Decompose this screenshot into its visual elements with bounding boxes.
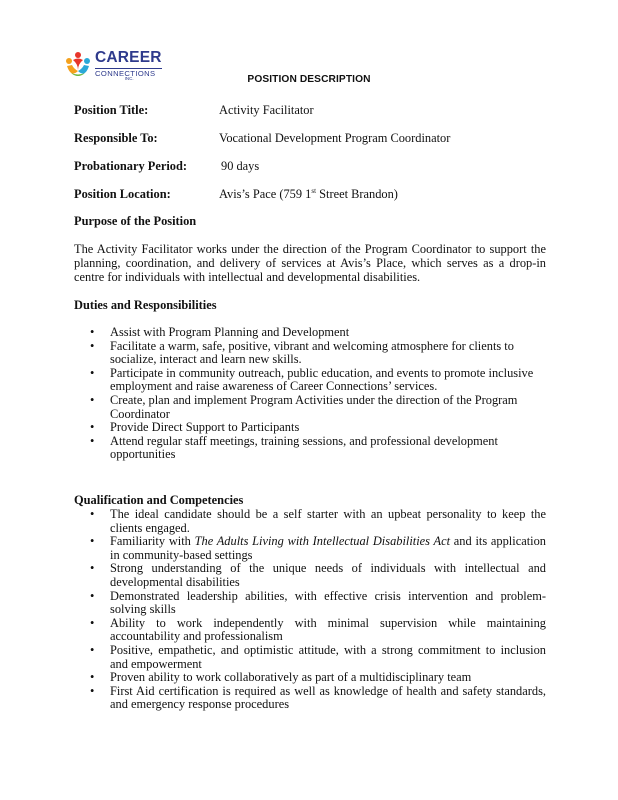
bullet-icon: • — [90, 433, 95, 448]
position-location-row — [74, 187, 398, 202]
bullet-icon: • — [90, 420, 95, 435]
location-text-end: Street Brandon) — [316, 187, 398, 201]
bullet-icon: • — [90, 683, 95, 698]
document-title: POSITION DESCRIPTION — [247, 74, 371, 85]
qualification-text — [110, 535, 546, 562]
position-location-label: Position Location: — [74, 187, 171, 201]
qualification-text: First Aid certification is required as well as knowledge of health and safety standards, and emergency response procedures — [110, 683, 546, 712]
logo-connections-text: CONNECTIONS — [95, 68, 162, 78]
duty-text: Attend regular staff meetings, training sessions, and professional development opportunities — [110, 433, 498, 462]
duty-text: Provide Direct Support to Participants — [110, 420, 300, 435]
responsible-to-label: Responsible To: — [74, 131, 158, 145]
qualification-text: Proven ability to work collaboratively as part of a multidisciplinary team — [110, 670, 472, 685]
responsible-to-value: Vocational Development Program Coordinator — [219, 131, 451, 145]
qualifications-list — [74, 508, 546, 712]
list-item — [74, 590, 546, 617]
qualifications-heading: Qualification and Competencies — [74, 493, 244, 507]
list-item — [74, 394, 546, 421]
probationary-period-label: Probationary Period: — [74, 159, 187, 173]
bullet-icon: • — [90, 392, 95, 407]
list-item — [74, 617, 546, 644]
bullet-icon: • — [90, 534, 95, 549]
list-item — [74, 685, 546, 712]
duties-list — [74, 326, 546, 462]
logo-career-text: CAREER — [95, 49, 162, 66]
list-item — [74, 644, 546, 671]
purpose-paragraph: The Activity Facilitator works under the direction of the Program Coordinator to support the planning, coordination, and delivery of services at Avis’s Place, which serves as a drop-in centre for individuals with intellectual and developmental disabilities. — [74, 242, 546, 284]
qualification-text: Strong understanding of the unique needs of individuals with intellectual and developmental disabilities — [110, 561, 546, 589]
location-text-start: Avis’s Pace (759 1 — [219, 187, 312, 201]
list-item — [74, 535, 546, 562]
responsible-to-row — [74, 131, 450, 146]
list-item — [74, 562, 546, 589]
list-item — [74, 435, 546, 462]
position-title-value: Activity Facilitator — [219, 103, 314, 117]
qualification-text: The ideal candidate should be a self starter with an upbeat personality to keep the clients engaged. — [110, 507, 546, 535]
list-item — [74, 326, 546, 340]
bullet-icon: • — [90, 338, 95, 353]
duty-text: Participate in community outreach, public education, and events to promote inclusive employment and raise awareness of Career Connections’ services. — [110, 365, 534, 394]
duty-text: Assist with Program Planning and Development — [110, 325, 350, 339]
list-item — [74, 421, 546, 435]
bullet-icon: • — [90, 365, 95, 380]
list-item — [74, 340, 546, 367]
qualification-text: Ability to work independently with minimal supervision while maintaining accountability and professionalism — [110, 615, 546, 644]
qualification-text-start: Familiarity with — [110, 534, 195, 549]
list-item — [74, 508, 546, 535]
probationary-period-value: 90 days — [221, 159, 260, 173]
position-location-value — [219, 187, 398, 201]
bullet-icon: • — [90, 325, 95, 339]
bullet-icon: • — [90, 670, 95, 685]
purpose-heading: Purpose of the Position — [74, 214, 197, 228]
logo-inc-text: INC. — [124, 76, 134, 82]
position-title-label: Position Title: — [74, 103, 149, 117]
list-item — [74, 671, 546, 685]
probationary-period-row — [74, 159, 259, 174]
act-title: The Adults Living with Intellectual Disabilities Act — [194, 534, 451, 549]
qualification-text: Demonstrated leadership abilities, with effective crisis intervention and problem-solving skills — [110, 588, 546, 617]
duty-text: Facilitate a warm, safe, positive, vibrant and welcoming atmosphere for clients to socialize, interact and learn new skills. — [110, 338, 514, 367]
bullet-icon: • — [90, 588, 95, 603]
duty-text: Create, plan and implement Program Activities under the direction of the Program Coordinator — [110, 392, 518, 421]
bullet-icon: • — [90, 507, 95, 521]
bullet-icon: • — [90, 615, 95, 630]
duties-heading: Duties and Responsibilities — [74, 298, 217, 312]
position-title-row — [74, 103, 314, 118]
list-item — [74, 367, 546, 394]
qualification-text: Positive, empathetic, and optimistic attitude, with a strong commitment to inclusion and empowerment — [110, 642, 546, 671]
qualification-text-end: and its application in community-based settings — [110, 534, 546, 562]
bullet-icon: • — [90, 642, 95, 657]
bullet-icon: • — [90, 561, 95, 576]
location-ordinal-suffix: st — [311, 186, 317, 195]
